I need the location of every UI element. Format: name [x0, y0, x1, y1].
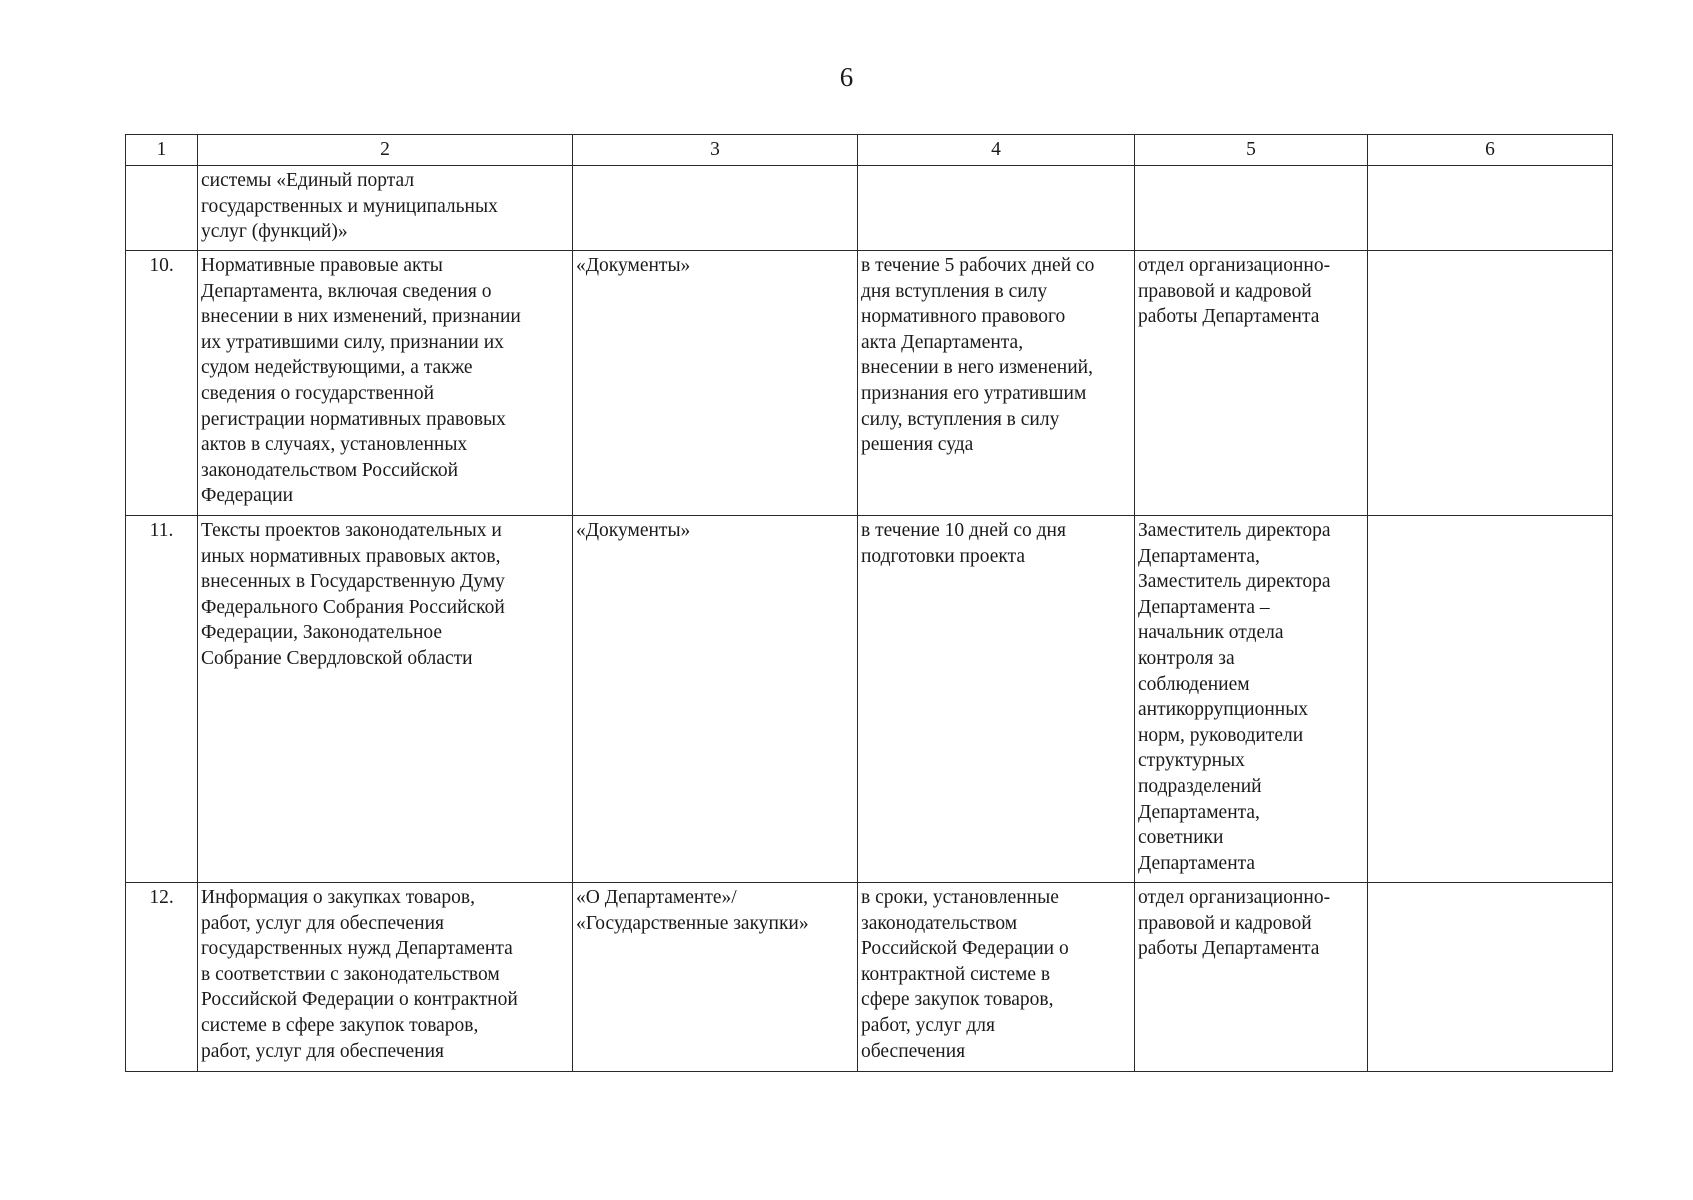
information-cell: системы «Единый портал государственных и муниципальных услуг (функций)» [198, 166, 573, 251]
responsible-cell [1135, 166, 1368, 251]
table-row [126, 251, 1613, 516]
column-header-2: 2 [198, 135, 573, 166]
section-cell: «О Департаменте»/ «Государственные закупки» [573, 883, 858, 1072]
note-cell [1368, 166, 1613, 251]
row-number-cell [126, 166, 198, 251]
table-row [126, 883, 1613, 1072]
column-header-4: 4 [858, 135, 1135, 166]
information-cell: Информация о закупках товаров, работ, услуг для обеспечения государственных нужд Департамента в соответствии с законодательством Российской Федерации о контрактной системе в сфере закупок товаров, работ, услуг для обеспечения [198, 883, 573, 1072]
section-cell [573, 166, 858, 251]
row-number-cell: 11. [126, 516, 198, 883]
column-header-6: 6 [1368, 135, 1613, 166]
row-number-cell: 12. [126, 883, 198, 1072]
information-cell: Нормативные правовые акты Департамента, включая сведения о внесении в них изменений, признании их утратившими силу, признании их судом недействующими, а также сведения о государственной регистрации нормативных правовых актов в случаях, установленных законодательством Российской Федерации [198, 251, 573, 516]
column-header-5: 5 [1135, 135, 1368, 166]
section-cell: «Документы» [573, 516, 858, 883]
deadline-cell: в течение 5 рабочих дней со дня вступления в силу нормативного правового акта Департамента, внесении в него изменений, признания его утратившим силу, вступления в силу решения суда [858, 251, 1135, 516]
note-cell [1368, 251, 1613, 516]
section-cell: «Документы» [573, 251, 858, 516]
column-header-1: 1 [126, 135, 198, 166]
information-cell: Тексты проектов законодательных и иных нормативных правовых актов, внесенных в Государственную Думу Федерального Собрания Российской Федерации, Законодательное Собрание Свердловской области [198, 516, 573, 883]
column-header-3: 3 [573, 135, 858, 166]
table-header-row [126, 135, 1613, 166]
note-cell [1368, 883, 1613, 1072]
table-row [126, 516, 1613, 883]
responsible-cell: отдел организационно- правовой и кадровой работы Департамента [1135, 883, 1368, 1072]
deadline-cell [858, 166, 1135, 251]
note-cell [1368, 516, 1613, 883]
responsible-cell: Заместитель директора Департамента, Заместитель директора Департамента – начальник отдела контроля за соблюдением антикоррупционных норм, руководители структурных подразделений Департамента, советники Департамента [1135, 516, 1368, 883]
deadline-cell: в сроки, установленные законодательством Российской Федерации о контрактной системе в сфере закупок товаров, работ, услуг для обеспечения [858, 883, 1135, 1072]
deadline-cell: в течение 10 дней со дня подготовки проекта [858, 516, 1135, 883]
table-row [126, 166, 1613, 251]
responsible-cell: отдел организационно- правовой и кадровой работы Департамента [1135, 251, 1368, 516]
document-table [125, 134, 1613, 1072]
row-number-cell: 10. [126, 251, 198, 516]
page-number: 6 [839, 62, 854, 92]
